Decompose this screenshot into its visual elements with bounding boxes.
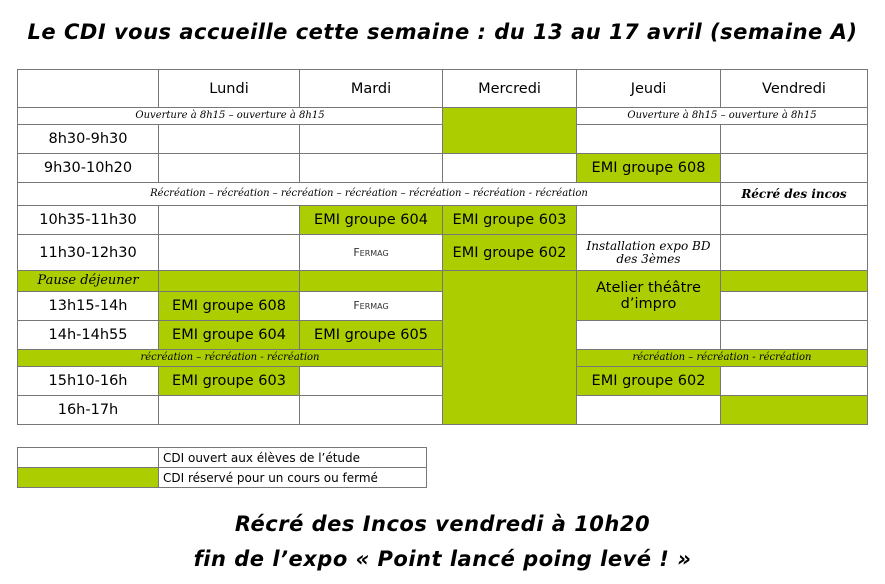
time-slot: 10h35-11h30 xyxy=(18,206,159,235)
day-header-tuesday: Mardi xyxy=(300,70,443,108)
time-slot: 8h30-9h30 xyxy=(18,125,159,154)
recreation-afternoon-left: récréation – récréation - récréation xyxy=(18,350,443,367)
wednesday-closed-morning xyxy=(443,108,577,154)
table-row xyxy=(18,235,868,271)
session-cell: EMI groupe 608 xyxy=(577,154,721,183)
session-cell: Fermag xyxy=(300,235,443,271)
wednesday-closed-afternoon xyxy=(443,271,577,425)
table-row xyxy=(18,206,868,235)
recreation-afternoon-right: récréation – récréation - récréation xyxy=(577,350,868,367)
recre-incos: Récré des incos xyxy=(721,183,868,206)
time-slot: 13h15-14h xyxy=(18,292,159,321)
session-cell: Atelier théâtre d’impro xyxy=(577,271,721,321)
legend-swatch-reserved xyxy=(18,468,159,488)
time-slot: 9h30-10h20 xyxy=(18,154,159,183)
opening-row xyxy=(18,108,868,125)
session-cell: EMI groupe 604 xyxy=(300,206,443,235)
opening-mon-tue: Ouverture à 8h15 – ouverture à 8h15 xyxy=(18,108,443,125)
session-cell: EMI groupe 602 xyxy=(577,367,721,396)
lunch-label: Pause déjeuner xyxy=(18,271,159,292)
opening-thu-fri: Ouverture à 8h15 – ouverture à 8h15 xyxy=(577,108,868,125)
time-slot: 15h10-16h xyxy=(18,367,159,396)
day-header-wednesday: Mercredi xyxy=(443,70,577,108)
footer-line-1: Récré des Incos vendredi à 10h20 xyxy=(234,512,651,536)
legend-row-open xyxy=(18,448,427,468)
day-header-thursday: Jeudi xyxy=(577,70,721,108)
session-cell: Installation expo BD des 3èmes xyxy=(577,235,721,271)
legend-label-open: CDI ouvert aux élèves de l’étude xyxy=(159,448,427,468)
session-cell: Fermag xyxy=(300,292,443,321)
day-header-friday: Vendredi xyxy=(721,70,868,108)
schedule-table xyxy=(17,69,868,425)
footer-line-2: fin de l’expo « Point lancé poing levé ! » xyxy=(193,547,692,571)
legend-swatch-open xyxy=(18,448,159,468)
corner-cell xyxy=(18,70,159,108)
time-slot: 11h30-12h30 xyxy=(18,235,159,271)
time-slot: 16h-17h xyxy=(18,396,159,425)
page-title: Le CDI vous accueille cette semaine : du 13 au 17 avril (semaine A) xyxy=(27,20,858,44)
table-row xyxy=(18,154,868,183)
header-row xyxy=(18,70,868,108)
time-slot: 14h-14h55 xyxy=(18,321,159,350)
session-cell: EMI groupe 603 xyxy=(443,206,577,235)
session-cell: EMI groupe 603 xyxy=(159,367,300,396)
legend-table xyxy=(17,447,427,488)
legend-label-reserved: CDI réservé pour un cours ou fermé xyxy=(159,468,427,488)
legend-row-reserved xyxy=(18,468,427,488)
session-cell: EMI groupe 602 xyxy=(443,235,577,271)
recreation-morning: Récréation – récréation – récréation – récréation – récréation – récréation - récréation xyxy=(18,183,721,206)
session-cell: EMI groupe 604 xyxy=(159,321,300,350)
recreation-row xyxy=(18,183,868,206)
session-cell: EMI groupe 608 xyxy=(159,292,300,321)
lunch-row xyxy=(18,271,868,292)
session-cell: EMI groupe 605 xyxy=(300,321,443,350)
day-header-monday: Lundi xyxy=(159,70,300,108)
